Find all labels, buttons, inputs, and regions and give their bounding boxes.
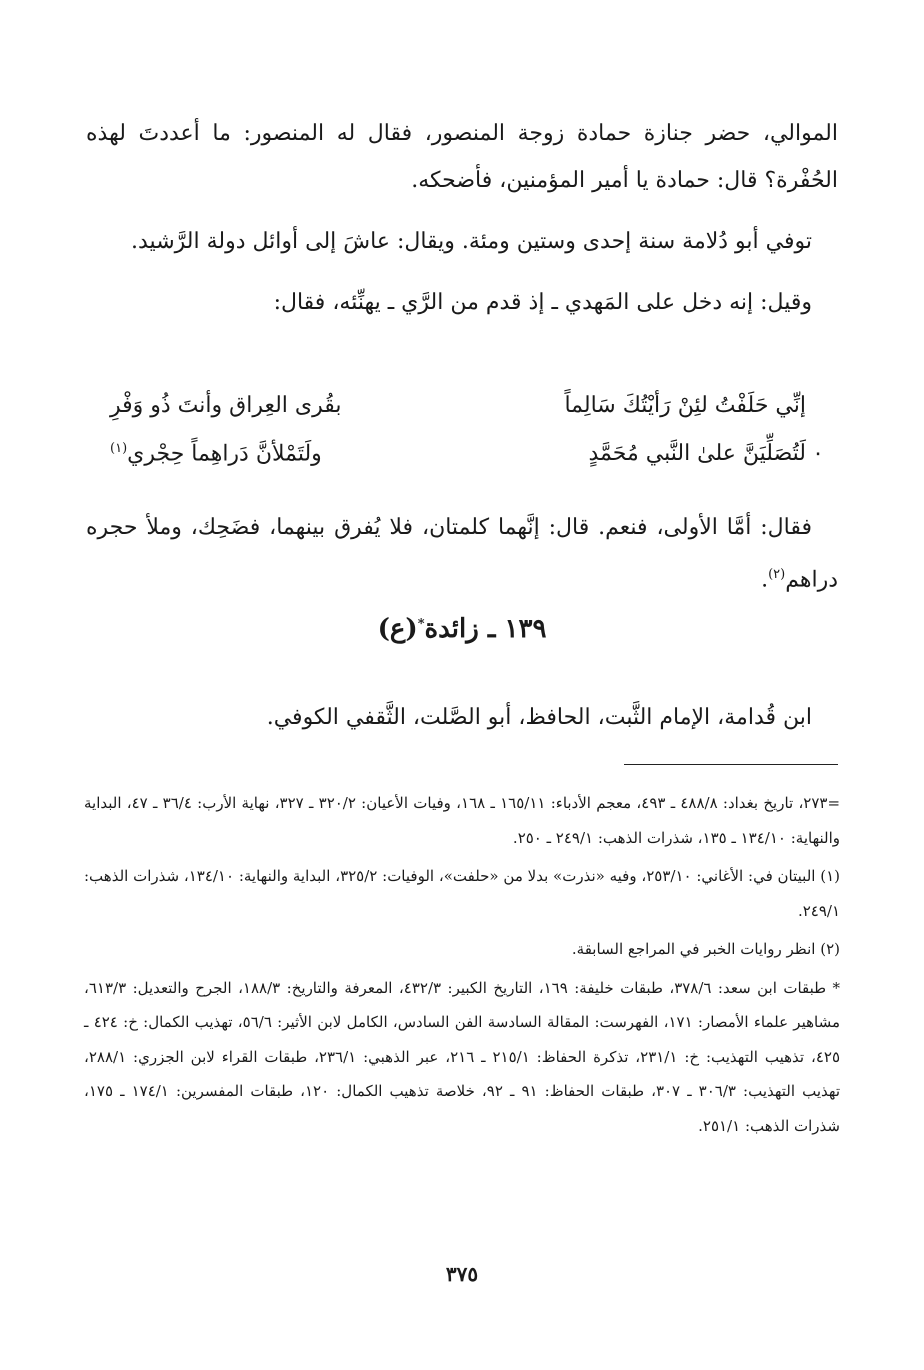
paragraph-mahdi: وقيل: إنه دخل على المَهدي ـ إذ قدم من الرَّي ـ يهنِّئه، فقال: — [273, 290, 812, 315]
verse-1-second-hemistich: بقُرى العِراق وأنتَ ذُو وَفْرِ — [110, 393, 342, 418]
verse-2-second-text: ولَتَمْلأنَّ دَراهِماً حِجْري — [127, 441, 322, 467]
paragraph-death: توفي أبو دُلامة سنة إحدى وستين ومئة. ويقال: عاشَ إلى أوائل دولة الرَّشيد. — [131, 229, 812, 254]
footnote-ref-2: (٢) — [768, 567, 786, 582]
footnote-star: * طبقات ابن سعد: ٣٧٨/٦، طبقات خليفة: ١٦٩، التاريخ الكبير: ٤٣٢/٣، المعرفة والتاريخ: ١٨٨/٣، الجرح والتعديل: ٦١٣/٣، مشاهير علماء الأمصار: ١٧١، الفهرست: المقالة السادسة الفن السادس، الكامل لابن الأثير: ٥٦/٦، تهذيب الكمال: خ: ٤٢٤ ـ ٤٢٥، تذهيب التهذيب: خ: ٢٣١/١، تذكرة الحفاظ: ٢١٥/١ ـ ٢١٦، عبر الذهبي: ٢٣٦/١، طبقات القراء لابن الجزري: ٢٨٨/١، تهذيب التهذيب: ٣٠٦/٣ ـ ٣٠٧، طبقات الحفاظ: ٩١ ـ ٩٢، خلاصة تذهيب الكمال: ١٢٠، طبقات المفسرين: ١٧٤/١ ـ ١٧٥، شذرات الذهب: ٢٥١/١. — [84, 978, 841, 1135]
verse-2-second-hemistich — [110, 441, 322, 466]
footnotes — [84, 786, 840, 1147]
footnote-2: (٢) انظر روايات الخبر في المراجع السابقة. — [571, 940, 840, 958]
bio-text — [86, 694, 838, 755]
bio-line: ابن قُدامة، الإمام الثَّبت، الحافظ، أبو الصَّلت، الثَّقفي الكوفي. — [266, 705, 812, 730]
entry-title: ١٣٩ ـ زائدة — [424, 614, 547, 644]
after-verse-text — [86, 504, 838, 617]
entry-star: * — [417, 616, 425, 632]
entry-tag: (ع) — [377, 614, 418, 644]
paragraph-reply-end: . — [761, 567, 769, 593]
poem — [110, 393, 824, 489]
verse-line-2 — [110, 441, 824, 489]
footnote-ref-1: (١) — [110, 441, 128, 456]
main-text — [86, 110, 838, 340]
paragraph-reply — [86, 504, 838, 603]
verse-line-1 — [110, 393, 806, 441]
footnote-1: (١) البيتان في: الأغاني: ٢٥٣/١٠، وفيه «نذرت» بدلا من «حلفت»، الوفيات: ٣٢٥/٢، البداية والنهاية: ١٣٤/١٠، شذرات الذهب: ٢٤٩/١. — [84, 867, 840, 920]
footnote-divider — [624, 764, 838, 765]
verse-marker: ٠ — [812, 441, 824, 466]
paragraph-funeral: الموالي، حضر جنازة حمادة زوجة المنصور، فقال له المنصور: ما أعددتَ لهذه الحُفْرة؟ قال: حمادة يا أمير المؤمنين، فأضحكه. — [86, 121, 838, 193]
footnote-continued: =٢٧٣، تاريخ بغداد: ٤٨٨/٨ ـ ٤٩٣، معجم الأدباء: ١٦٥/١١ ـ ١٦٨، وفيات الأعيان: ٣٢٠/٢ ـ ٣٢٧، نهاية الأرب: ٣٦/٤ ـ ٤٧، البداية والنهاية: ١٣٤/١٠ ـ ١٣٥، شذرات الذهب: ٢٤٩/١ ـ ٢٥٠. — [84, 794, 841, 847]
entry-heading — [0, 614, 924, 644]
verse-1-first-hemistich: إنِّي حَلَفْتُ لئِنْ رَأيْتُكَ سَالِماً — [564, 393, 806, 418]
page-number: ٣٧٥ — [445, 1262, 479, 1286]
verse-2-first-hemistich: لَتُصَلِّيَنَّ علىٰ النَّبي مُحَمَّدٍ — [588, 441, 806, 466]
paragraph-reply-text: فقال: أمَّا الأولى، فنعم. قال: إنَّهما كلمتان، فلا يُفرق بينهما، فضَحِك، وملأ حجره دراهم — [86, 515, 838, 593]
